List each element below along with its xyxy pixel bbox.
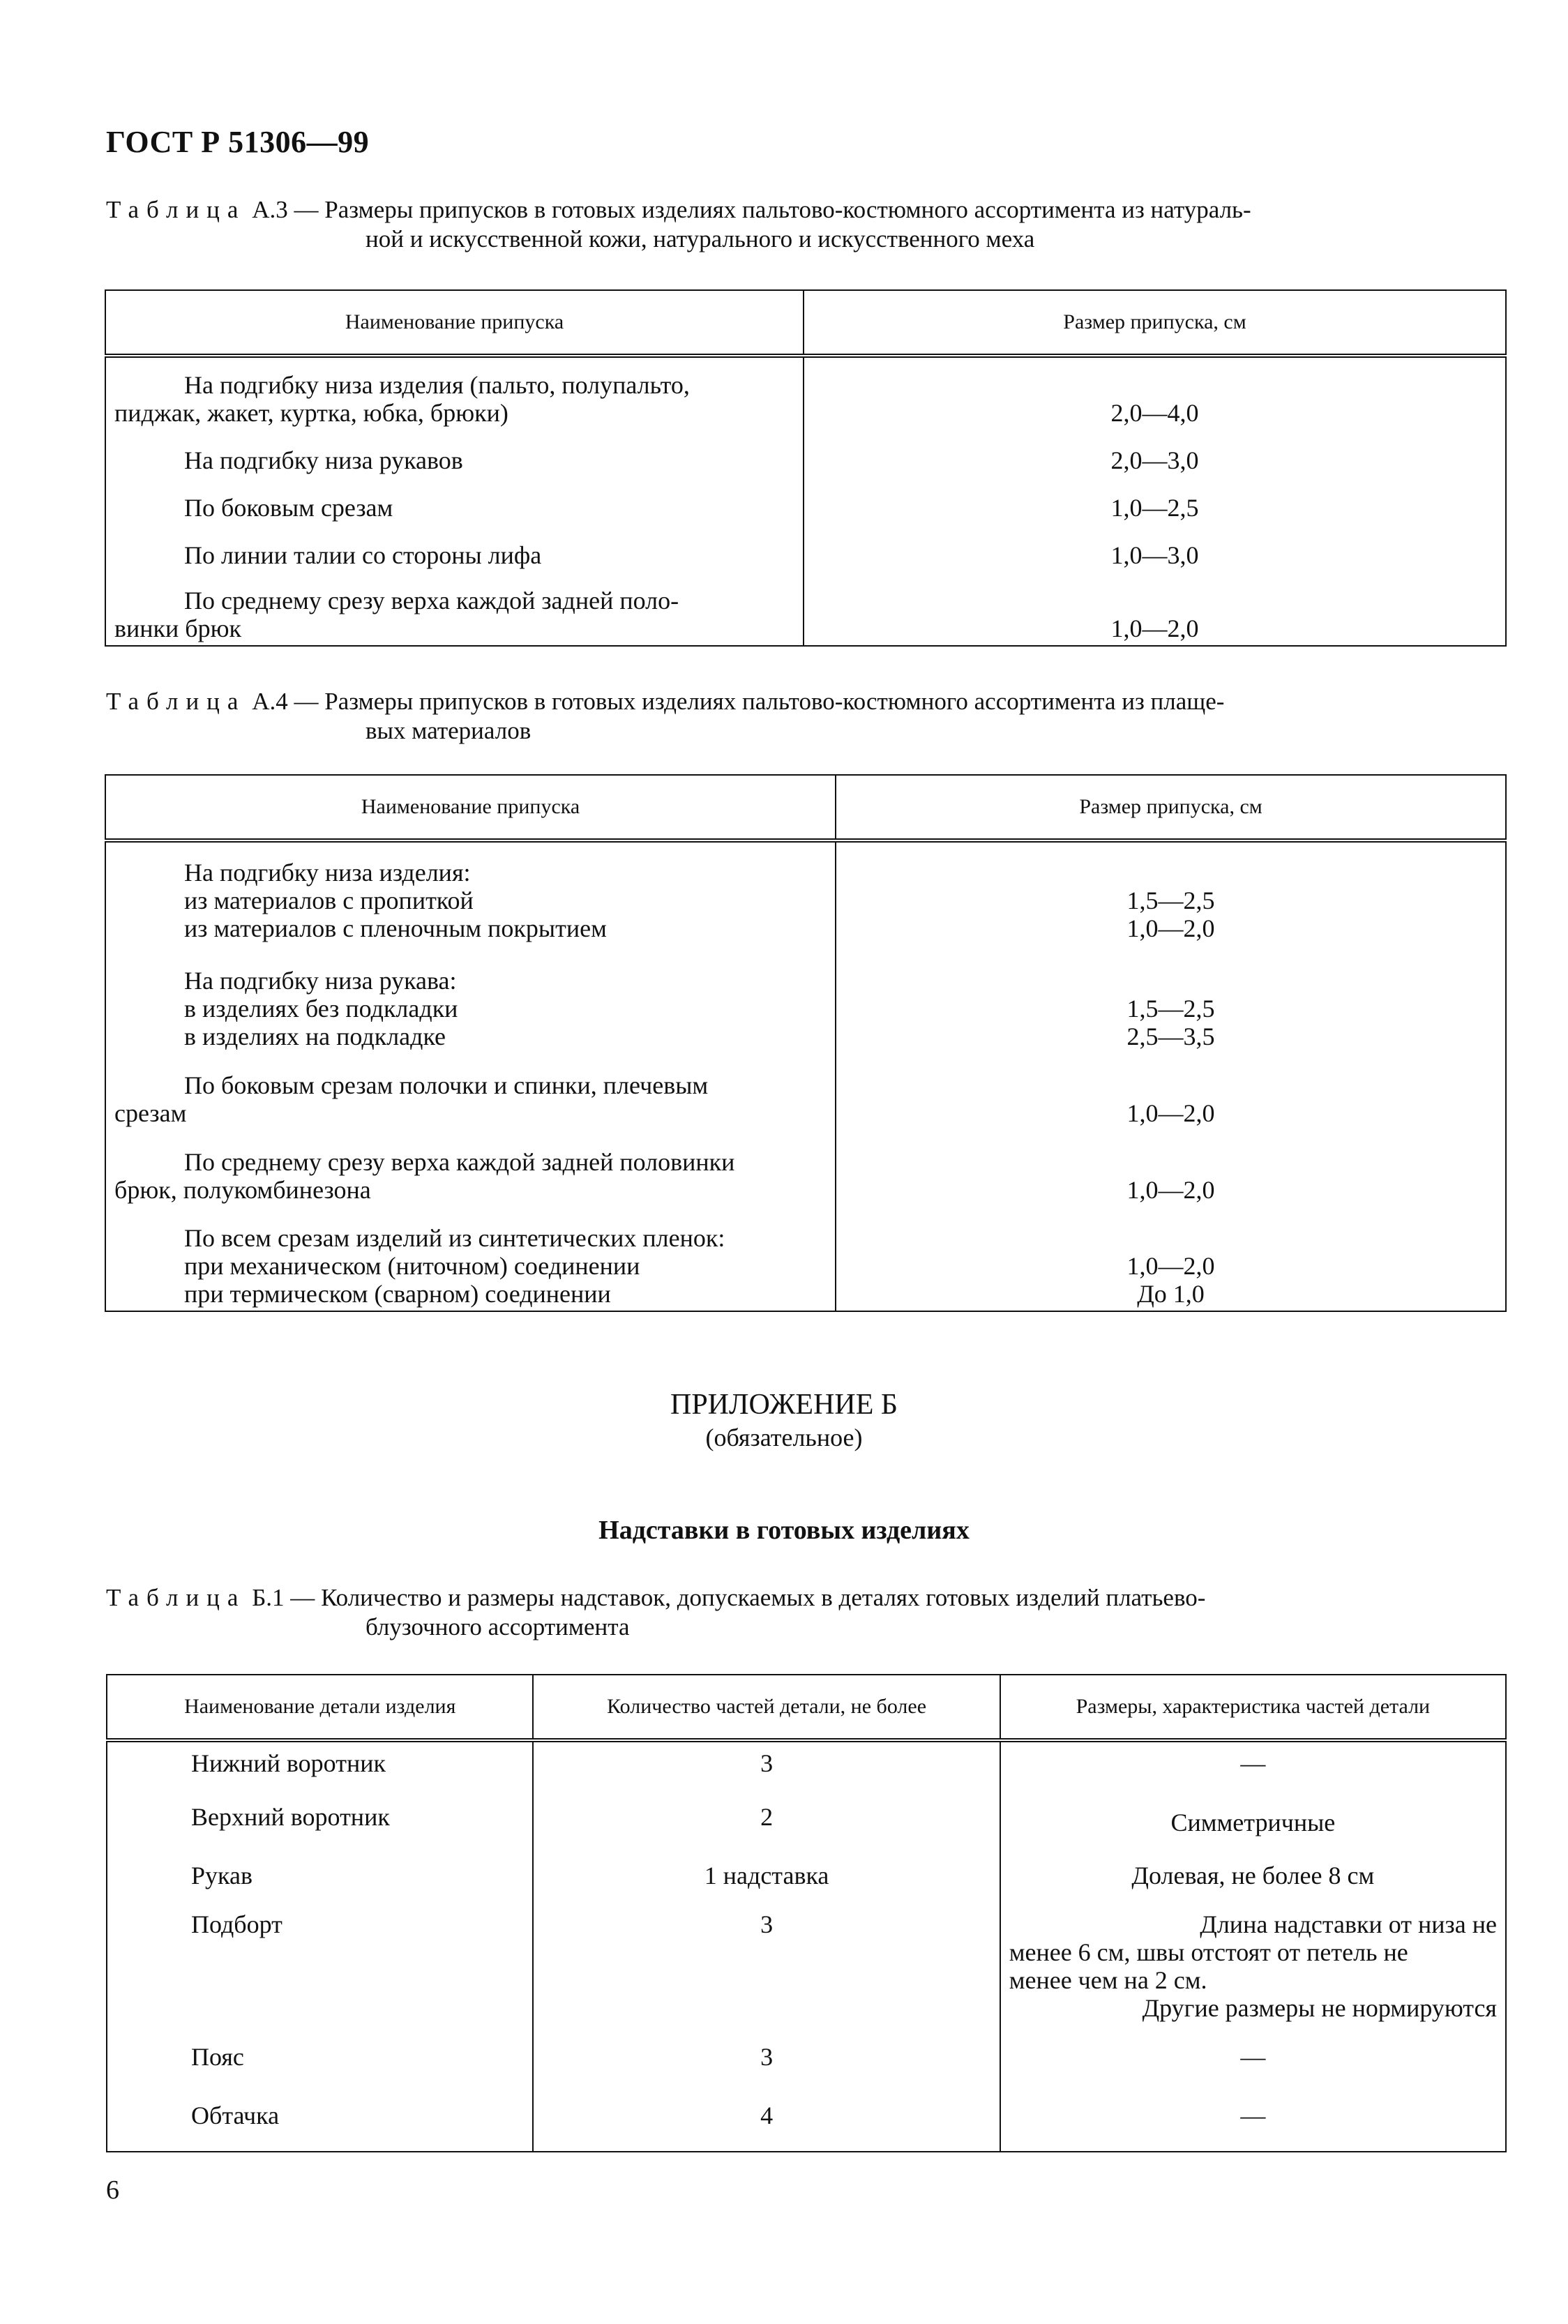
part-name-cell: Рукав [107, 1855, 533, 1903]
part-name-cell: Пояс [107, 2036, 533, 2095]
table-b1 [106, 1674, 1507, 2152]
table-row [105, 356, 1506, 430]
cell-value: 1,5—2,5 [1126, 886, 1215, 914]
part-name-cell: Нижний воротник [107, 1740, 533, 1796]
cell-text: менее чем на 2 см. [1009, 1966, 1207, 1994]
table-row [107, 1740, 1506, 1796]
table-a4 [105, 774, 1507, 1312]
part-name-cell: Верхний воротник [107, 1796, 533, 1855]
column-header-allowance-name: Наименование припуска [105, 290, 804, 356]
column-header-allowance-size: Размер припуска, см [836, 775, 1506, 840]
allowance-value-cell: 2,0—3,0 [804, 430, 1506, 477]
table-row [105, 572, 1506, 646]
table-row [107, 2095, 1506, 2152]
cell-text: По линии талии со стороны лифа [184, 541, 542, 569]
cell-value: 1,5—2,5 [1126, 995, 1215, 1023]
caption-label: Таблица [106, 1584, 246, 1611]
page-number: 6 [106, 2175, 119, 2205]
caption-text-line1: Размеры припусков в готовых изделиях пальтово-костюмного ассортимента из натураль- [324, 196, 1251, 223]
allowance-value-cell: 1,0—3,0 [804, 525, 1506, 572]
table-row [107, 1903, 1506, 2036]
allowance-name-cell [105, 477, 804, 525]
allowance-value-cell: 1,0—2,0 [836, 1130, 1506, 1207]
allowance-name-cell [105, 945, 836, 1053]
part-desc-cell: — [1000, 1740, 1506, 1796]
section-title: Надставки в готовых изделиях [598, 1516, 970, 1545]
caption-label: Таблица [106, 688, 246, 715]
cell-text: На подгибку низа изделия: [184, 859, 471, 886]
part-desc-cell [1000, 1903, 1506, 2036]
part-name-cell: Подборт [107, 1903, 533, 2036]
table-row [105, 430, 1506, 477]
allowance-value-cell [836, 840, 1506, 945]
part-desc-cell: — [1000, 2036, 1506, 2095]
caption-number: А.3 — [252, 196, 319, 223]
allowance-value-cell: 1,0—2,5 [804, 477, 1506, 525]
part-count-cell: 2 [533, 1796, 1000, 1855]
column-header-part-count: Количество частей детали, не более [533, 1675, 1000, 1740]
cell-text: Другие размеры не нормируются [1142, 1994, 1497, 2022]
cell-text: Длина надставки от низа не [1200, 1910, 1497, 1938]
allowance-value-cell: 2,0—4,0 [804, 356, 1506, 430]
cell-text: По боковым срезам [184, 494, 393, 522]
table-b1-caption [106, 1583, 1494, 1642]
column-header-allowance-name: Наименование припуска [105, 775, 836, 840]
table-row [105, 945, 1506, 1053]
cell-text: менее 6 см, швы отстоят от петель не [1009, 1938, 1408, 1966]
appendix-title: ПРИЛОЖЕНИЕ Б [670, 1389, 898, 1421]
caption-text-line2: блузочного ассортимента [365, 1613, 630, 1640]
table-row [105, 1053, 1506, 1130]
cell-text: из материалов с пропиткой [184, 886, 474, 914]
cell-text: По боковым срезам полочки и спинки, плечевым [184, 1071, 709, 1099]
cell-text: По всем срезам изделий из синтетических пленок: [184, 1224, 725, 1252]
part-count-cell: 3 [533, 2036, 1000, 2095]
caption-number: А.4 — [252, 688, 319, 715]
cell-text: пиджак, жакет, куртка, юбка, брюки) [114, 399, 508, 427]
cell-value: 1,0—2,0 [1126, 1252, 1215, 1280]
caption-text-line2: вых материалов [365, 717, 532, 744]
caption-text-line1: Размеры припусков в готовых изделиях пальтово-костюмного ассортимента из плаще- [324, 688, 1225, 715]
cell-value: 2,5—3,5 [1126, 1023, 1215, 1050]
table-row [105, 477, 1506, 525]
allowance-name-cell [105, 840, 836, 945]
cell-text: По среднему срезу верха каждой задней поло- [184, 587, 679, 614]
table-row [107, 1796, 1506, 1855]
part-desc-cell: Долевая, не более 8 см [1000, 1855, 1506, 1903]
caption-label: Таблица [106, 196, 246, 223]
cell-text: На подгибку низа рукавов [184, 446, 463, 474]
part-count-cell: 4 [533, 2095, 1000, 2152]
allowance-name-cell [105, 1053, 836, 1130]
allowance-name-cell [105, 1207, 836, 1311]
table-a4-caption [106, 687, 1494, 746]
part-name-cell: Обтачка [107, 2095, 533, 2152]
cell-value: До 1,0 [1137, 1280, 1205, 1308]
cell-text: в изделиях на подкладке [184, 1023, 446, 1050]
column-header-part-size: Размеры, характеристика частей детали [1000, 1675, 1506, 1740]
table-a3 [105, 289, 1507, 647]
cell-text: брюк, полукомбинезона [114, 1176, 371, 1204]
cell-text: срезам [114, 1099, 187, 1127]
column-header-part-name: Наименование детали изделия [107, 1675, 533, 1740]
part-count-cell: 3 [533, 1903, 1000, 2036]
part-count-cell: 3 [533, 1740, 1000, 1796]
allowance-name-cell [105, 525, 804, 572]
cell-text: в изделиях без подкладки [184, 995, 458, 1023]
caption-text-line2: ной и искусственной кожи, натурального и искусственного меха [365, 225, 1035, 252]
cell-text: при термическом (сварном) соединении [184, 1280, 611, 1308]
allowance-value-cell [836, 945, 1506, 1053]
table-row [105, 840, 1506, 945]
appendix-subtitle: (обязательное) [705, 1424, 863, 1451]
cell-text: винки брюк [114, 614, 241, 642]
allowance-value-cell: 1,0—2,0 [836, 1053, 1506, 1130]
table-row [105, 1207, 1506, 1311]
part-desc-cell: — [1000, 2095, 1506, 2152]
cell-value: 1,0—2,0 [1126, 914, 1215, 942]
cell-text: По среднему срезу верха каждой задней половинки [184, 1148, 735, 1176]
cell-text: На подгибку низа изделия (пальто, полупальто, [184, 371, 690, 399]
table-row [105, 1130, 1506, 1207]
column-header-allowance-size: Размер припуска, см [804, 290, 1506, 356]
allowance-name-cell [105, 572, 804, 646]
allowance-name-cell [105, 356, 804, 430]
cell-text: при механическом (ниточном) соединении [184, 1252, 640, 1280]
table-row [107, 2036, 1506, 2095]
table-row [105, 525, 1506, 572]
document-header: ГОСТ Р 51306—99 [106, 125, 370, 159]
part-desc-cell: Симметричные [1000, 1796, 1506, 1855]
cell-text: из материалов с пленочным покрытием [184, 914, 607, 942]
allowance-name-cell [105, 430, 804, 477]
table-row [107, 1855, 1506, 1903]
allowance-value-cell [836, 1207, 1506, 1311]
caption-number: Б.1 — [252, 1584, 315, 1611]
cell-text: На подгибку низа рукава: [184, 967, 457, 995]
allowance-name-cell [105, 1130, 836, 1207]
table-a3-caption [106, 195, 1494, 254]
caption-text-line1: Количество и размеры надставок, допускаемых в деталях готовых изделий платьево- [321, 1584, 1206, 1611]
part-count-cell: 1 надставка [533, 1855, 1000, 1903]
allowance-value-cell: 1,0—2,0 [804, 572, 1506, 646]
